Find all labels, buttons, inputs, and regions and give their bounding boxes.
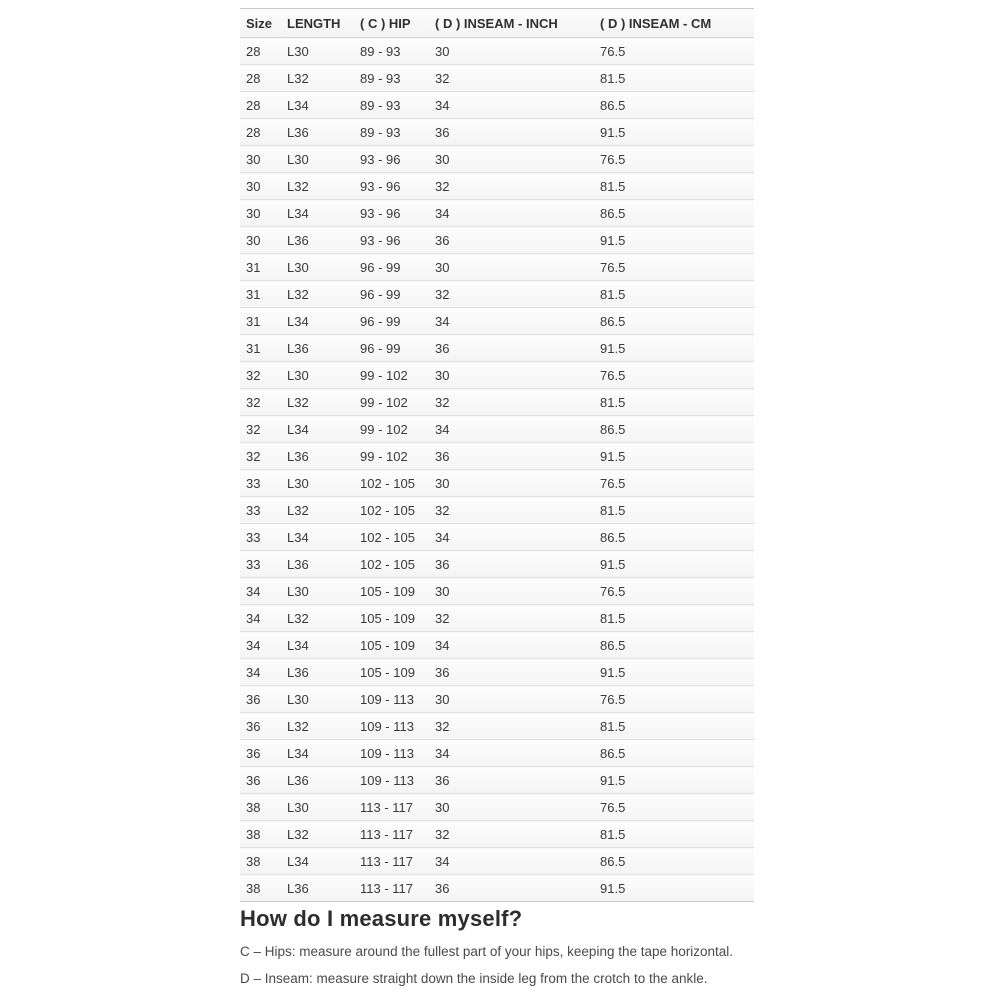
table-cell: 102 - 105 bbox=[354, 551, 429, 578]
table-cell: 36 bbox=[429, 443, 594, 470]
table-cell: 76.5 bbox=[594, 578, 754, 605]
table-cell: 28 bbox=[240, 92, 281, 119]
table-cell: 96 - 99 bbox=[354, 335, 429, 362]
table-row bbox=[240, 767, 754, 794]
table-row bbox=[240, 497, 754, 524]
column-header-inseam-cm: ( D ) INSEAM - CM bbox=[594, 9, 754, 38]
table-cell: L30 bbox=[281, 362, 354, 389]
table-row bbox=[240, 632, 754, 659]
table-cell: 34 bbox=[240, 578, 281, 605]
table-cell: 89 - 93 bbox=[354, 92, 429, 119]
measure-heading: How do I measure myself? bbox=[240, 906, 523, 931]
table-cell: 34 bbox=[429, 740, 594, 767]
table-cell: 96 - 99 bbox=[354, 254, 429, 281]
table-cell: 32 bbox=[240, 389, 281, 416]
table-row bbox=[240, 308, 754, 335]
table-row bbox=[240, 335, 754, 362]
table-cell: 36 bbox=[429, 227, 594, 254]
table-cell: 93 - 96 bbox=[354, 227, 429, 254]
table-cell: 91.5 bbox=[594, 875, 754, 902]
table-cell: L30 bbox=[281, 794, 354, 821]
table-cell: 91.5 bbox=[594, 767, 754, 794]
table-cell: L32 bbox=[281, 173, 354, 200]
table-cell: 105 - 109 bbox=[354, 659, 429, 686]
table-cell: 34 bbox=[429, 848, 594, 875]
table-cell: 93 - 96 bbox=[354, 146, 429, 173]
table-row bbox=[240, 281, 754, 308]
table-cell: 81.5 bbox=[594, 605, 754, 632]
table-row bbox=[240, 92, 754, 119]
table-cell: L34 bbox=[281, 848, 354, 875]
table-cell: 99 - 102 bbox=[354, 416, 429, 443]
table-cell: 36 bbox=[429, 335, 594, 362]
table-cell: 86.5 bbox=[594, 92, 754, 119]
table-row bbox=[240, 713, 754, 740]
table-cell: L32 bbox=[281, 713, 354, 740]
table-cell: 76.5 bbox=[594, 686, 754, 713]
table-cell: 38 bbox=[240, 875, 281, 902]
table-cell: 81.5 bbox=[594, 821, 754, 848]
table-cell: L34 bbox=[281, 740, 354, 767]
table-cell: L36 bbox=[281, 443, 354, 470]
measure-note-inseam: D – Inseam: measure straight down the inside leg from the crotch to the ankle. bbox=[240, 971, 708, 986]
table-cell: 36 bbox=[429, 551, 594, 578]
table-cell: 33 bbox=[240, 497, 281, 524]
table-cell: 30 bbox=[429, 578, 594, 605]
table-cell: 38 bbox=[240, 821, 281, 848]
table-cell: 86.5 bbox=[594, 632, 754, 659]
table-cell: L36 bbox=[281, 335, 354, 362]
table-cell: 86.5 bbox=[594, 308, 754, 335]
table-row bbox=[240, 146, 754, 173]
table-row bbox=[240, 470, 754, 497]
table-row bbox=[240, 389, 754, 416]
table-cell: 81.5 bbox=[594, 713, 754, 740]
table-cell: L36 bbox=[281, 875, 354, 902]
table-cell: 32 bbox=[240, 362, 281, 389]
table-cell: 32 bbox=[429, 821, 594, 848]
table-cell: 30 bbox=[240, 146, 281, 173]
table-cell: 105 - 109 bbox=[354, 605, 429, 632]
table-cell: L36 bbox=[281, 119, 354, 146]
table-cell: 36 bbox=[429, 875, 594, 902]
table-cell: 102 - 105 bbox=[354, 470, 429, 497]
table-cell: L30 bbox=[281, 686, 354, 713]
table-cell: 91.5 bbox=[594, 443, 754, 470]
table-row bbox=[240, 551, 754, 578]
table-cell: 113 - 117 bbox=[354, 821, 429, 848]
table-cell: L36 bbox=[281, 551, 354, 578]
table-cell: 30 bbox=[240, 200, 281, 227]
table-cell: 76.5 bbox=[594, 470, 754, 497]
table-cell: 28 bbox=[240, 119, 281, 146]
table-cell: 38 bbox=[240, 848, 281, 875]
table-cell: 91.5 bbox=[594, 227, 754, 254]
table-row bbox=[240, 254, 754, 281]
table-cell: 76.5 bbox=[594, 38, 754, 65]
column-header-inseam-inch: ( D ) INSEAM - INCH bbox=[429, 9, 594, 38]
table-cell: 30 bbox=[429, 254, 594, 281]
table-cell: 91.5 bbox=[594, 119, 754, 146]
table-cell: 32 bbox=[429, 173, 594, 200]
table-cell: 99 - 102 bbox=[354, 362, 429, 389]
table-cell: 102 - 105 bbox=[354, 497, 429, 524]
table-cell: 113 - 117 bbox=[354, 848, 429, 875]
table-cell: L34 bbox=[281, 92, 354, 119]
table-cell: 36 bbox=[240, 767, 281, 794]
table-cell: 34 bbox=[429, 92, 594, 119]
table-cell: 93 - 96 bbox=[354, 173, 429, 200]
table-cell: 91.5 bbox=[594, 551, 754, 578]
table-cell: 30 bbox=[429, 686, 594, 713]
table-cell: 30 bbox=[429, 38, 594, 65]
table-cell: L36 bbox=[281, 659, 354, 686]
table-cell: L30 bbox=[281, 146, 354, 173]
table-row bbox=[240, 65, 754, 92]
size-table-body bbox=[240, 38, 754, 902]
table-cell: 86.5 bbox=[594, 524, 754, 551]
size-chart-table bbox=[240, 8, 754, 902]
table-cell: L34 bbox=[281, 416, 354, 443]
table-cell: 33 bbox=[240, 470, 281, 497]
table-cell: 30 bbox=[429, 362, 594, 389]
table-cell: 102 - 105 bbox=[354, 524, 429, 551]
table-cell: 91.5 bbox=[594, 659, 754, 686]
table-cell: 36 bbox=[429, 119, 594, 146]
table-row bbox=[240, 119, 754, 146]
table-cell: 32 bbox=[429, 497, 594, 524]
table-cell: L32 bbox=[281, 497, 354, 524]
table-cell: L30 bbox=[281, 254, 354, 281]
table-row bbox=[240, 173, 754, 200]
table-cell: 89 - 93 bbox=[354, 38, 429, 65]
table-cell: L32 bbox=[281, 389, 354, 416]
table-row bbox=[240, 443, 754, 470]
table-row bbox=[240, 659, 754, 686]
table-cell: 89 - 93 bbox=[354, 119, 429, 146]
table-cell: 81.5 bbox=[594, 65, 754, 92]
table-header bbox=[240, 9, 754, 38]
table-cell: 91.5 bbox=[594, 335, 754, 362]
table-cell: 86.5 bbox=[594, 416, 754, 443]
table-cell: 30 bbox=[240, 173, 281, 200]
table-cell: 96 - 99 bbox=[354, 281, 429, 308]
table-cell: 86.5 bbox=[594, 200, 754, 227]
size-chart bbox=[240, 8, 754, 902]
table-cell: 32 bbox=[429, 605, 594, 632]
table-cell: 76.5 bbox=[594, 254, 754, 281]
table-cell: 76.5 bbox=[594, 146, 754, 173]
table-row bbox=[240, 200, 754, 227]
table-cell: 81.5 bbox=[594, 173, 754, 200]
table-cell: 32 bbox=[429, 713, 594, 740]
table-cell: 36 bbox=[240, 686, 281, 713]
table-cell: 34 bbox=[240, 605, 281, 632]
table-cell: L34 bbox=[281, 200, 354, 227]
table-cell: 34 bbox=[429, 524, 594, 551]
table-cell: 76.5 bbox=[594, 794, 754, 821]
table-cell: 113 - 117 bbox=[354, 794, 429, 821]
table-cell: 33 bbox=[240, 524, 281, 551]
table-cell: 32 bbox=[429, 281, 594, 308]
table-cell: 113 - 117 bbox=[354, 875, 429, 902]
table-cell: L34 bbox=[281, 308, 354, 335]
table-cell: 34 bbox=[429, 632, 594, 659]
table-row bbox=[240, 362, 754, 389]
header-row bbox=[240, 9, 754, 38]
table-cell: 32 bbox=[429, 65, 594, 92]
table-cell: 36 bbox=[429, 659, 594, 686]
table-cell: 30 bbox=[429, 470, 594, 497]
table-cell: 36 bbox=[240, 713, 281, 740]
table-row bbox=[240, 38, 754, 65]
table-row bbox=[240, 227, 754, 254]
table-cell: 109 - 113 bbox=[354, 740, 429, 767]
table-cell: 28 bbox=[240, 38, 281, 65]
table-cell: 34 bbox=[429, 308, 594, 335]
table-cell: 99 - 102 bbox=[354, 443, 429, 470]
column-header-size: Size bbox=[240, 9, 281, 38]
table-cell: 86.5 bbox=[594, 740, 754, 767]
table-cell: 105 - 109 bbox=[354, 578, 429, 605]
table-row bbox=[240, 821, 754, 848]
table-cell: 31 bbox=[240, 308, 281, 335]
table-cell: 38 bbox=[240, 794, 281, 821]
table-cell: 31 bbox=[240, 281, 281, 308]
table-cell: 109 - 113 bbox=[354, 686, 429, 713]
table-row bbox=[240, 875, 754, 902]
table-cell: 81.5 bbox=[594, 281, 754, 308]
table-cell: L30 bbox=[281, 38, 354, 65]
table-cell: 31 bbox=[240, 335, 281, 362]
measure-note-hips: C – Hips: measure around the fullest part of your hips, keeping the tape horizontal. bbox=[240, 944, 734, 959]
table-row bbox=[240, 794, 754, 821]
table-cell: 30 bbox=[429, 146, 594, 173]
table-cell: L32 bbox=[281, 65, 354, 92]
table-cell: L30 bbox=[281, 578, 354, 605]
table-cell: L34 bbox=[281, 632, 354, 659]
table-cell: 36 bbox=[429, 767, 594, 794]
table-cell: L32 bbox=[281, 821, 354, 848]
table-cell: 32 bbox=[429, 389, 594, 416]
table-row bbox=[240, 578, 754, 605]
table-cell: 76.5 bbox=[594, 362, 754, 389]
table-cell: 36 bbox=[240, 740, 281, 767]
table-cell: L36 bbox=[281, 227, 354, 254]
table-cell: 81.5 bbox=[594, 497, 754, 524]
table-row bbox=[240, 524, 754, 551]
table-cell: L30 bbox=[281, 470, 354, 497]
table-cell: 89 - 93 bbox=[354, 65, 429, 92]
table-cell: 96 - 99 bbox=[354, 308, 429, 335]
column-header-length: LENGTH bbox=[281, 9, 354, 38]
table-cell: L34 bbox=[281, 524, 354, 551]
table-cell: 32 bbox=[240, 443, 281, 470]
measure-section bbox=[240, 906, 800, 998]
table-cell: 34 bbox=[240, 632, 281, 659]
table-cell: 34 bbox=[429, 200, 594, 227]
table-cell: 30 bbox=[429, 794, 594, 821]
table-row bbox=[240, 686, 754, 713]
table-cell: 28 bbox=[240, 65, 281, 92]
table-row bbox=[240, 740, 754, 767]
table-row bbox=[240, 605, 754, 632]
table-cell: 81.5 bbox=[594, 389, 754, 416]
table-cell: 99 - 102 bbox=[354, 389, 429, 416]
table-cell: 34 bbox=[429, 416, 594, 443]
table-cell: 105 - 109 bbox=[354, 632, 429, 659]
table-cell: 93 - 96 bbox=[354, 200, 429, 227]
table-cell: L32 bbox=[281, 281, 354, 308]
table-cell: 33 bbox=[240, 551, 281, 578]
table-cell: 34 bbox=[240, 659, 281, 686]
table-cell: 30 bbox=[240, 227, 281, 254]
table-row bbox=[240, 848, 754, 875]
table-cell: 86.5 bbox=[594, 848, 754, 875]
table-cell: L32 bbox=[281, 605, 354, 632]
table-cell: 109 - 113 bbox=[354, 713, 429, 740]
table-row bbox=[240, 416, 754, 443]
table-cell: L36 bbox=[281, 767, 354, 794]
table-cell: 109 - 113 bbox=[354, 767, 429, 794]
column-header-hip: ( C ) HIP bbox=[354, 9, 429, 38]
table-cell: 32 bbox=[240, 416, 281, 443]
table-cell: 31 bbox=[240, 254, 281, 281]
